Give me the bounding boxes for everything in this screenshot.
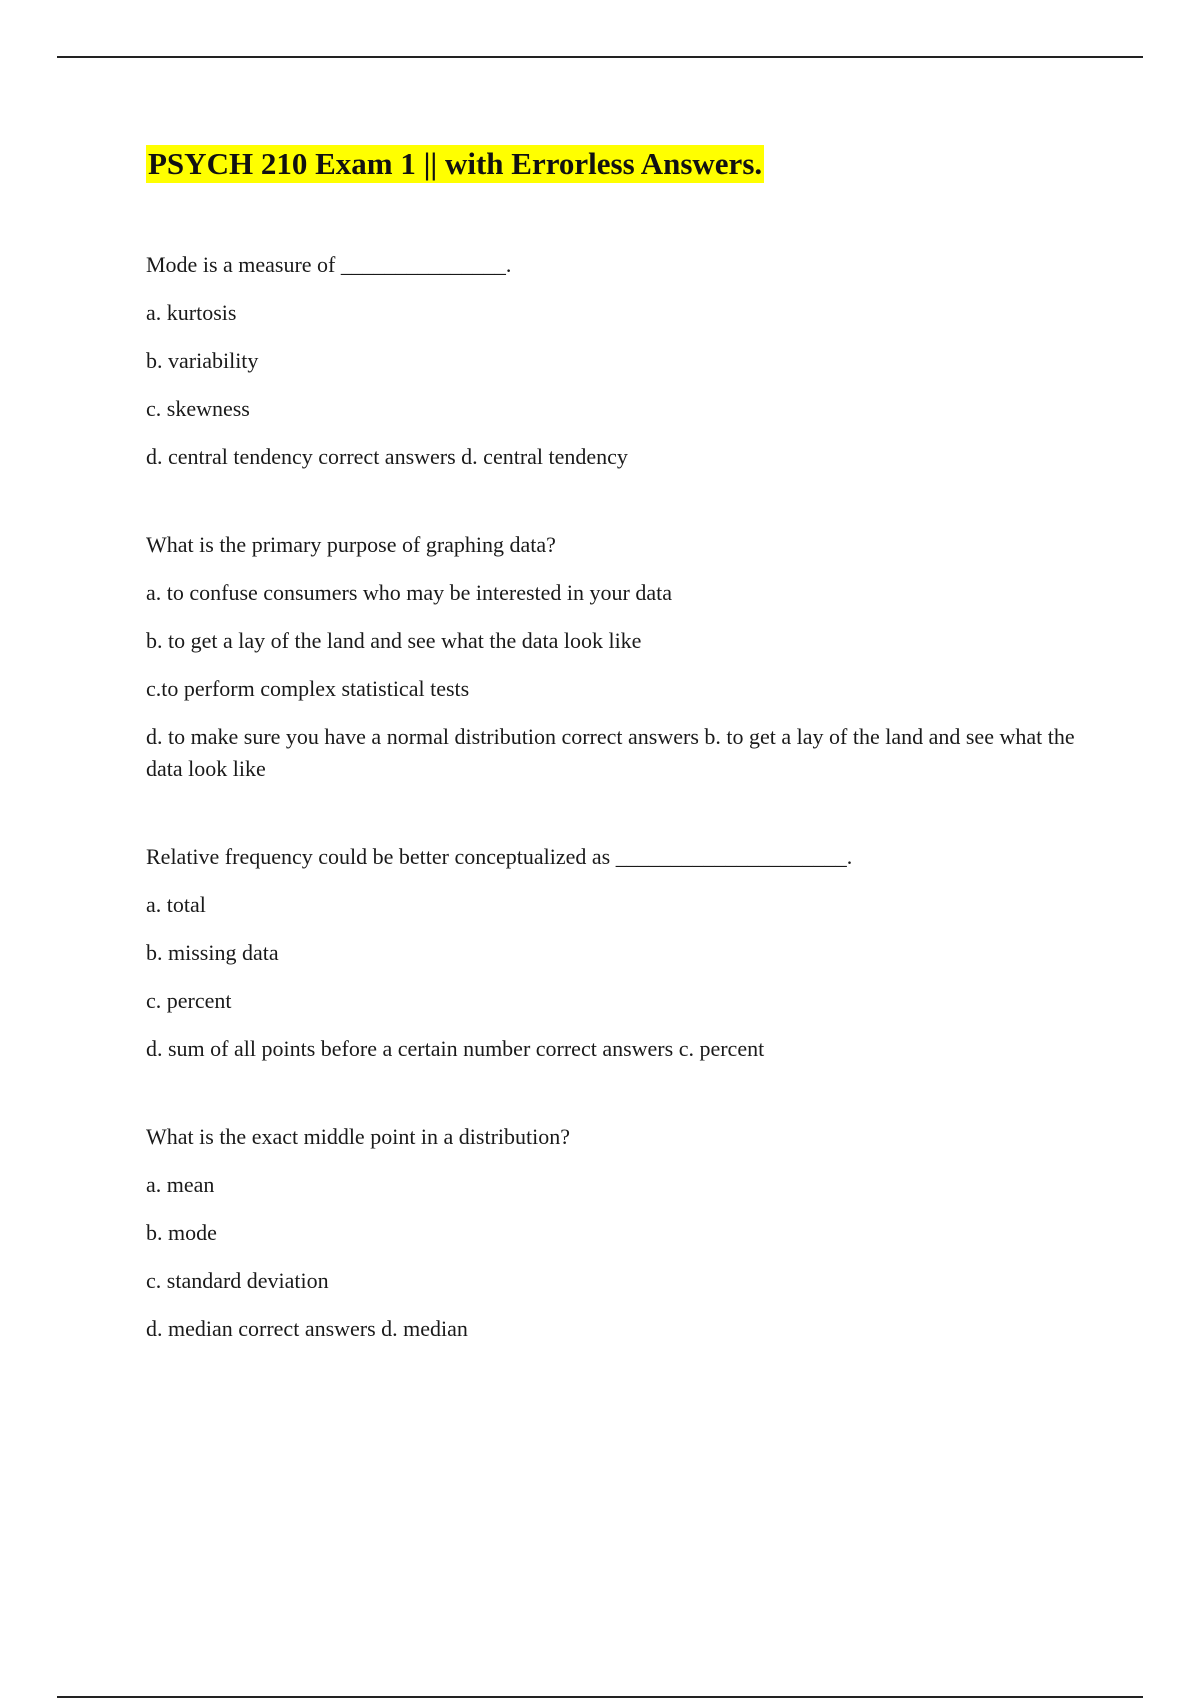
answer-option: d. sum of all points before a certain number correct answers c. percent: [146, 1036, 765, 1061]
answer-option: b. missing data: [146, 940, 279, 965]
question-prompt: Mode is a measure of _______________.: [146, 252, 512, 277]
question-prompt: What is the exact middle point in a distribution?: [146, 1124, 571, 1149]
answer-option: d. to make sure you have a normal distribution correct answers b. to get a lay of the land and see what the data look like: [146, 724, 1075, 781]
bottom-divider: [57, 1696, 1143, 1698]
document-title: PSYCH 210 Exam 1 || with Errorless Answers.: [148, 146, 763, 181]
question-block: [146, 529, 1086, 785]
answer-option: c.to perform complex statistical tests: [146, 676, 470, 701]
question-block: [146, 249, 1086, 473]
question-prompt: What is the primary purpose of graphing data?: [146, 532, 556, 557]
answer-option: b. mode: [146, 1220, 217, 1245]
answer-option: a. total: [146, 892, 206, 917]
answer-option: d. central tendency correct answers d. central tendency: [146, 444, 628, 469]
document-body: [146, 145, 1086, 1345]
answer-option: c. skewness: [146, 396, 250, 421]
question-prompt: Relative frequency could be better conceptualized as _____________________.: [146, 844, 853, 869]
answer-option: a. mean: [146, 1172, 215, 1197]
question-block: [146, 841, 1086, 1065]
question-block: [146, 1121, 1086, 1345]
answer-option: a. kurtosis: [146, 300, 237, 325]
answer-option: b. variability: [146, 348, 259, 373]
answer-option: b. to get a lay of the land and see what the data look like: [146, 628, 642, 653]
answer-option: d. median correct answers d. median: [146, 1316, 468, 1341]
top-divider: [57, 56, 1143, 58]
answer-option: a. to confuse consumers who may be interested in your data: [146, 580, 673, 605]
answer-option: c. percent: [146, 988, 232, 1013]
answer-option: c. standard deviation: [146, 1268, 329, 1293]
